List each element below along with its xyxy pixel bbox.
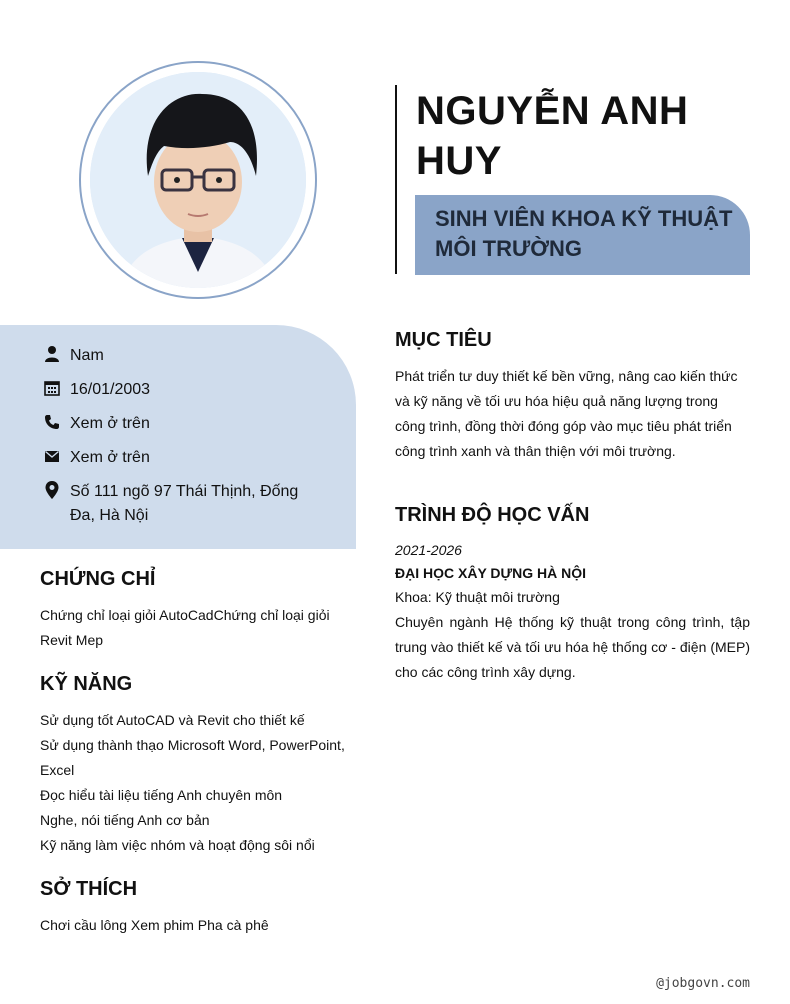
education-period: 2021-2026 xyxy=(395,542,462,558)
skills-list xyxy=(40,708,352,858)
phone-icon xyxy=(44,412,60,432)
education-title: TRÌNH ĐỘ HỌC VẤN xyxy=(395,504,590,526)
calendar-icon xyxy=(44,378,60,398)
list-item: Đọc hiểu tài liệu tiếng Anh chuyên môn xyxy=(40,787,283,803)
contact-text: Xem ở trên xyxy=(70,415,150,432)
profile-photo-frame xyxy=(79,61,317,299)
contact-email xyxy=(44,446,320,470)
location-pin-icon xyxy=(44,480,60,500)
objective-text: Phát triển tư duy thiết kế bền vững, nâng cao kiến thức và kỹ năng về tối ưu hóa hiệu quả năng lượng trong công trình, đồng thời đóng góp vào mục tiêu phát triển công trình xanh và thân thiện với môi trường. xyxy=(395,368,738,459)
contact-text: Số 111 ngõ 97 Thái Thịnh, Đống Đa, Hà Nội xyxy=(70,483,299,524)
education-faculty: Khoa: Kỹ thuật môi trường xyxy=(395,589,560,605)
profile-photo xyxy=(90,72,306,288)
list-item: Kỹ năng làm việc nhóm và hoạt động sôi nổi xyxy=(40,837,315,853)
role-banner xyxy=(415,195,750,275)
contact-text: Xem ở trên xyxy=(70,449,150,466)
education-description: Chuyên ngành Hệ thống kỹ thuật trong công trình, tập trung vào thiết kế và tối ưu hóa hệ thống cơ - điện (MEP) cho các công trình xây dựng. xyxy=(395,614,750,680)
list-item: Nghe, nói tiếng Anh cơ bản xyxy=(40,812,210,828)
skills-title: KỸ NĂNG xyxy=(40,673,133,695)
person-icon xyxy=(44,344,60,364)
list-item: Sử dụng thành thạo Microsoft Word, PowerPoint, Excel xyxy=(40,737,345,778)
contact-gender xyxy=(44,344,320,368)
certificates-title: CHỨNG CHỈ xyxy=(40,568,156,590)
certificates-text: Chứng chỉ loại giỏi AutoCadChứng chỉ loại giỏi Revit Mep xyxy=(40,607,330,648)
contact-phone xyxy=(44,412,320,436)
hobbies-text: Chơi cầu lông Xem phim Pha cà phê xyxy=(40,917,269,933)
header-divider xyxy=(395,85,397,274)
list-item: Sử dụng tốt AutoCAD và Revit cho thiết kế xyxy=(40,712,305,728)
contact-text: Nam xyxy=(70,347,104,364)
full-name: NGUYỄN ANH HUY xyxy=(416,89,689,183)
contact-birthday xyxy=(44,378,320,402)
contact-text: 16/01/2003 xyxy=(70,381,151,398)
job-title: SINH VIÊN KHOA KỸ THUẬT MÔI TRƯỜNG xyxy=(435,206,733,261)
objective-title: MỤC TIÊU xyxy=(395,329,492,351)
watermark: @jobgovn.com xyxy=(656,976,750,991)
hobbies-title: SỞ THÍCH xyxy=(40,878,138,900)
contact-address xyxy=(44,480,320,528)
mail-icon xyxy=(44,446,60,466)
education-school: ĐẠI HỌC XÂY DỰNG HÀ NỘI xyxy=(395,565,587,581)
portrait-illustration xyxy=(90,72,306,288)
